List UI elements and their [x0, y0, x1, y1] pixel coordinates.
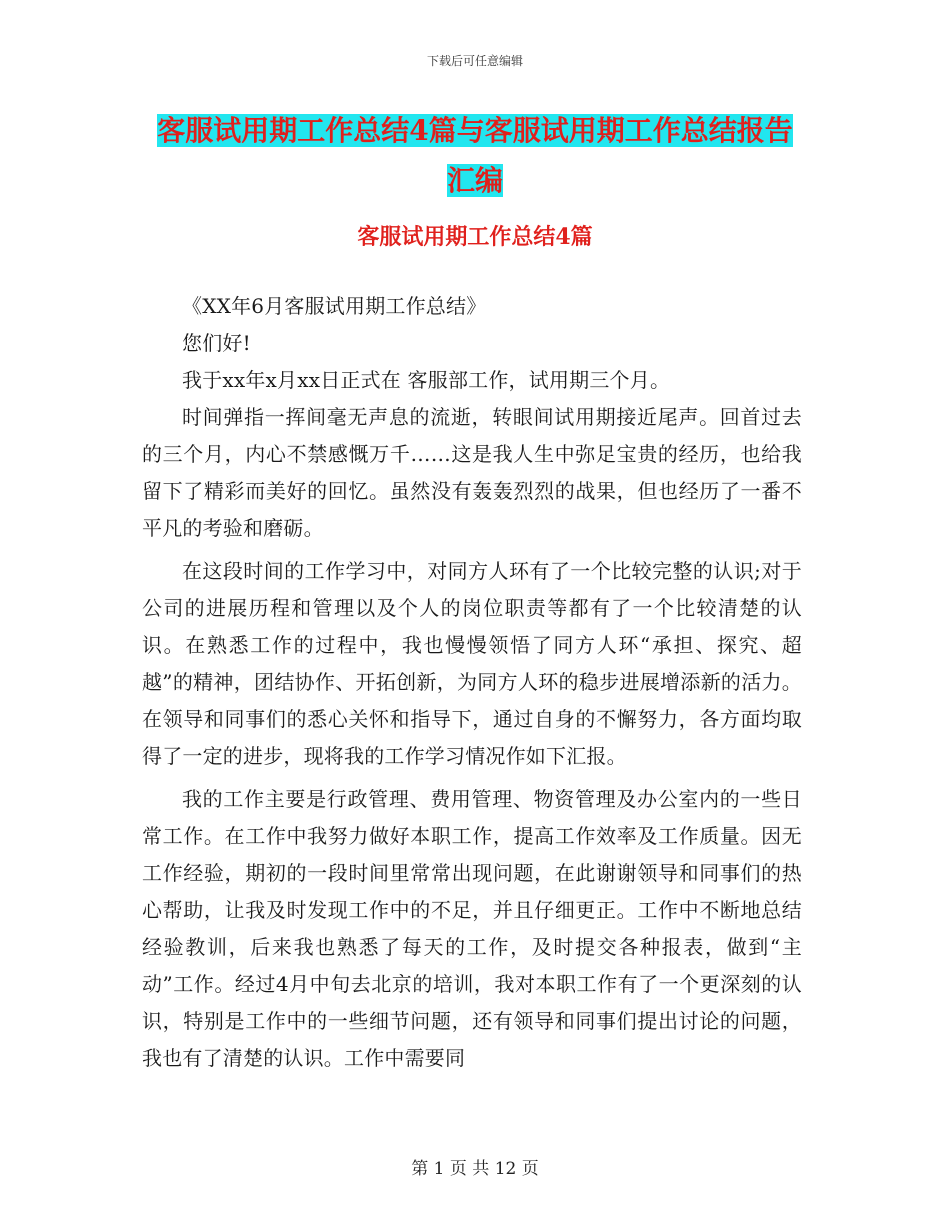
paragraph-greeting: 您们好! — [182, 331, 251, 355]
paragraph: 在这段时间的工作学习中，对同方人环有了一个比较完整的认识;对于公司的进展历程和管理以及个人的岗位职责等都有了一个比较清楚的认识。在熟悉工作的过程中，我也慢慢领悟了同方人环“承担、探究、超越”的精神，团结协作、开拓创新，为同方人环的稳步进展增添新的活力。在领导和同事们的悉心关怀和指导下，通过自身的不懈努力，各方面均取得了一定的进步，现将我的工作学习情况作如下汇报。 — [142, 559, 802, 768]
paragraph-heading: 《XX年6月客服试用期工作总结》 — [182, 294, 487, 318]
section-title: 客服试用期工作总结4篇 — [357, 224, 593, 250]
title-line-2: 汇编 — [446, 164, 503, 197]
page-footer: 第 1 页 共 12 页 — [411, 1159, 539, 1179]
paragraph: 我于xx年x月xx日正式在 客服部工作，试用期三个月。 — [182, 368, 671, 392]
paragraph: 我的工作主要是行政管理、费用管理、物资管理及办公室内的一些日常工作。在工作中我努力做好本职工作，提高工作效率及工作质量。因无工作经验，期初的一段时间里常常出现问题，在此谢谢领导和同事们的热心帮助，让我及时发现工作中的不足，并且仔细更正。工作中不断地总结经验教训，后来我也熟悉了每天的工作，及时提交各种报表，做到“主动”工作。经过4月中旬去北京的培训，我对本职工作有了一个更深刻的认识，特别是工作中的一些细节问题，还有领导和同事们提出讨论的问题，我也有了清楚的认识。工作中需要同 — [142, 787, 802, 1070]
header-note: 下载后可任意编辑 — [426, 54, 523, 68]
title-line-1: 客服试用期工作总结4篇与客服试用期工作总结报告 — [157, 114, 793, 147]
document-title — [120, 106, 830, 206]
document-body — [142, 288, 802, 1077]
paragraph: 时间弹指一挥间毫无声息的流逝，转眼间试用期接近尾声。回首过去的三个月，内心不禁感慨万千……这是我人生中弥足宝贵的经历，也给我留下了精彩而美好的回忆。虽然没有轰轰烈烈的战果，但也经历了一番不平凡的考验和磨砺。 — [142, 405, 802, 540]
